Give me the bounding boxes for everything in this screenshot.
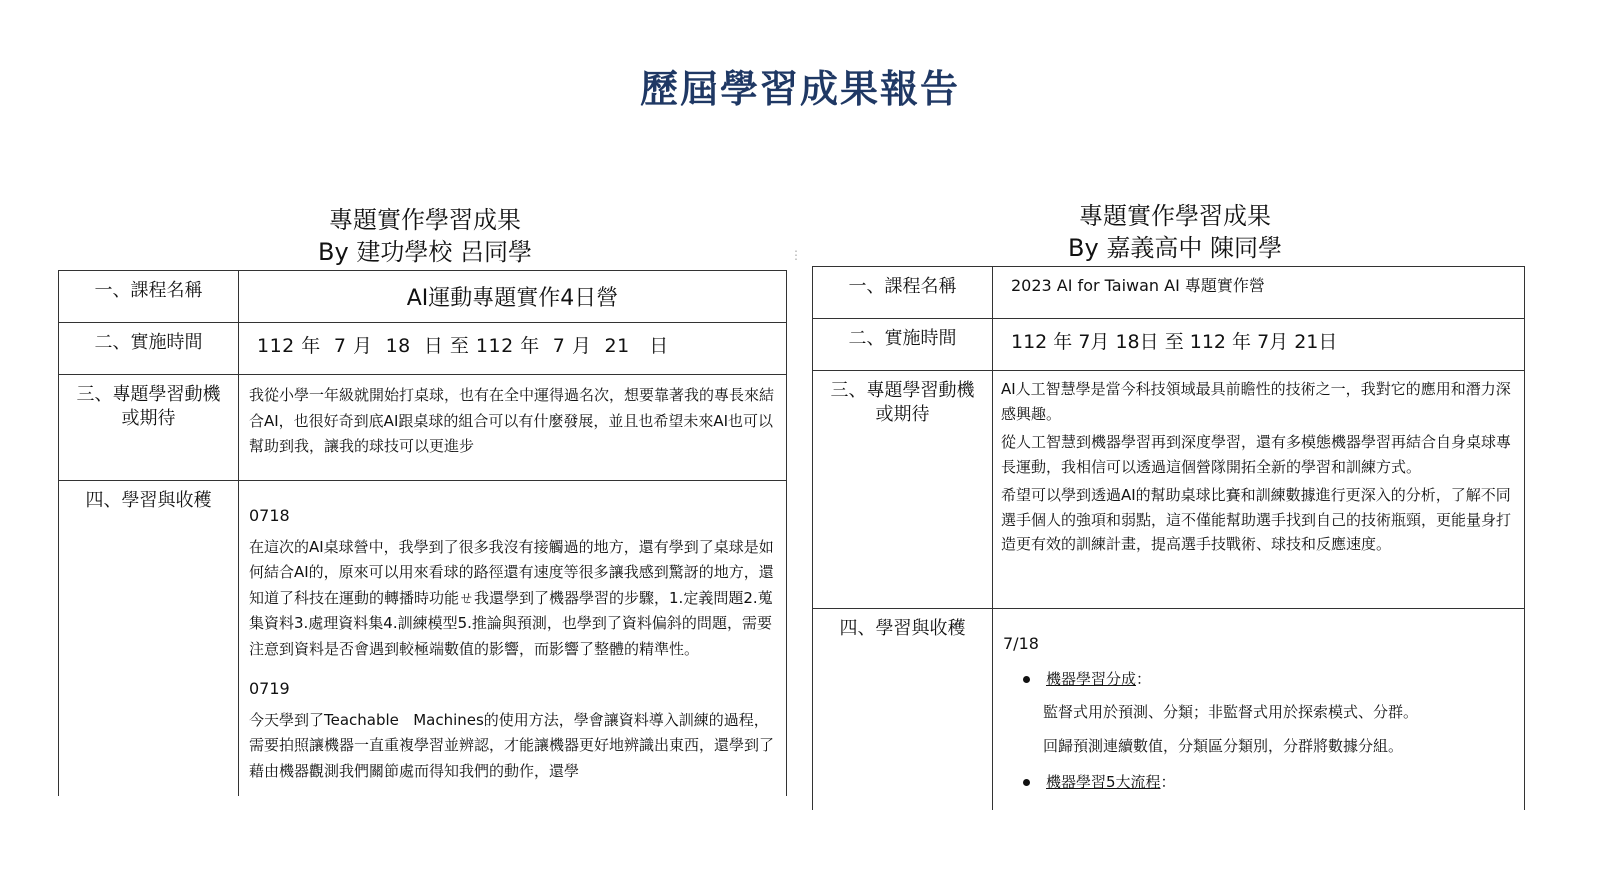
right-row-gain xyxy=(813,609,1525,810)
left-gain-content xyxy=(239,481,787,797)
left-row-motive xyxy=(59,375,787,481)
left-day1-text: 在這次的AI桌球營中，我學到了很多我沒有接觸過的地方，還有學到了桌球是如何結合AI的，原來可以用來看球的路徑還有速度等很多讓我感到驚訝的地方，還知道了科技在運動的轉播時功能ㄝ我還學到了機器學習的步驟，1.定義問題2.蒐集資料3.處理資料集4.訓練模型5.推論與預測，也學到了資料偏斜的問題，需要注意到資料是否會遇到較極端數值的影響，而影響了整體的精準性。 xyxy=(249,537,774,658)
right-bullet1 xyxy=(1023,667,1514,693)
right-course-value: 2023 AI for Taiwan AI 專題實作營 xyxy=(993,267,1525,319)
left-day2-label: 0719 xyxy=(249,679,290,698)
right-report-viewport xyxy=(808,266,1558,810)
left-course-label: 一、課程名稱 xyxy=(59,271,239,323)
bullet-dot-icon xyxy=(1023,676,1030,683)
page-title: 歷屆學習成果報告 xyxy=(639,67,960,111)
right-row-motive xyxy=(813,371,1525,609)
left-motive-label-line1: 三、專題學習動機 xyxy=(76,384,221,405)
right-bullet1-colon: ： xyxy=(1136,669,1152,688)
left-heading-title: 專題實作學習成果 xyxy=(329,206,521,234)
left-day1-label: 0718 xyxy=(249,506,290,525)
bullet-dot-icon xyxy=(1023,779,1030,786)
right-motive-label xyxy=(813,371,993,609)
right-bullet2 xyxy=(1023,770,1514,796)
right-bullet1-line2: 回歸預測連續數值，分類區分類別，分群將數據分組。 xyxy=(1043,737,1404,755)
right-motive-label-line1: 三、專題學習動機 xyxy=(830,380,975,401)
left-row-course xyxy=(59,271,787,323)
left-row-time xyxy=(59,323,787,375)
right-course-label: 一、課程名稱 xyxy=(813,267,993,319)
left-motive-label-line2: 或期待 xyxy=(121,408,176,429)
left-report-viewport xyxy=(58,270,798,818)
left-row-gain xyxy=(59,481,787,797)
right-day1-label: 7/18 xyxy=(1003,634,1039,653)
left-course-value: AI運動專題實作4日營 xyxy=(239,271,787,323)
left-report-heading xyxy=(260,204,590,268)
right-time-label: 二、實施時間 xyxy=(813,319,993,371)
split-handle-icon: ⋮ xyxy=(790,248,802,262)
left-time-label: 二、實施時間 xyxy=(59,323,239,375)
left-time-text: 112 年 7 月 18 日 至 112 年 7 月 21 日 xyxy=(257,335,669,357)
left-motive-label xyxy=(59,375,239,481)
right-bullet1-line1: 監督式用於預測、分類；非監督式用於探索模式、分群。 xyxy=(1043,703,1419,721)
left-report-table xyxy=(58,270,787,796)
right-motive-p1: AI人工智慧學是當今科技領域最具前瞻性的技術之一，我對它的應用和潛力深感興趣。 xyxy=(1001,380,1511,423)
right-motive-p2: 從人工智慧到機器學習再到深度學習，還有多模態機器學習再結合自身桌球專長運動，我相信可以透過這個營隊開拓全新的學習和訓練方式。 xyxy=(1001,433,1512,476)
right-gain-content xyxy=(993,609,1525,810)
right-motive-p3: 希望可以學到透過AI的幫助桌球比賽和訓練數據進行更深入的分析，了解不同選手個人的強項和弱點，這不僅能幫助選手找到自己的技術瓶頸，更能量身打造更有效的訓練計畫，提高選手技戰術、球技和反應速度。 xyxy=(1001,486,1512,553)
right-bullet2-colon: ： xyxy=(1160,773,1176,791)
left-day2-text: 今天學到了Teachable Machines的使用方法，學會讓資料導入訓練的過程，需要拍照讓機器一直重複學習並辨認，才能讓機器更好地辨識出東西，還學到了藉由機器觀測我們關節處而得知我們的動作，還學 xyxy=(249,710,775,780)
left-heading-author: By 建功學校 呂同學 xyxy=(318,238,532,266)
right-heading-author: By 嘉義高中 陳同學 xyxy=(1068,234,1282,262)
right-motive-content xyxy=(993,371,1525,609)
right-gain-label: 四、學習與收穫 xyxy=(813,609,993,810)
right-motive-label-line2: 或期待 xyxy=(875,404,930,425)
right-row-course xyxy=(813,267,1525,319)
right-bullet2-title: 機器學習5大流程 xyxy=(1046,773,1161,791)
right-row-time xyxy=(813,319,1525,371)
left-time-value xyxy=(239,323,787,375)
right-report-heading xyxy=(1010,200,1340,264)
left-motive-text: 我從小學一年級就開始打桌球，也有在全中運得過名次，想要靠著我的專長來結合AI，也很好奇到底AI跟桌球的組合可以有什麼發展，並且也希望未來AI也可以幫助到我，讓我的球技可以更進步 xyxy=(239,375,787,481)
right-report-table xyxy=(812,266,1525,810)
right-time-value: 112 年 7月 18日 至 112 年 7月 21日 xyxy=(993,319,1525,371)
right-heading-title: 專題實作學習成果 xyxy=(1079,202,1271,230)
left-gain-label: 四、學習與收穫 xyxy=(59,481,239,797)
right-bullet1-title: 機器學習分成 xyxy=(1046,669,1137,688)
